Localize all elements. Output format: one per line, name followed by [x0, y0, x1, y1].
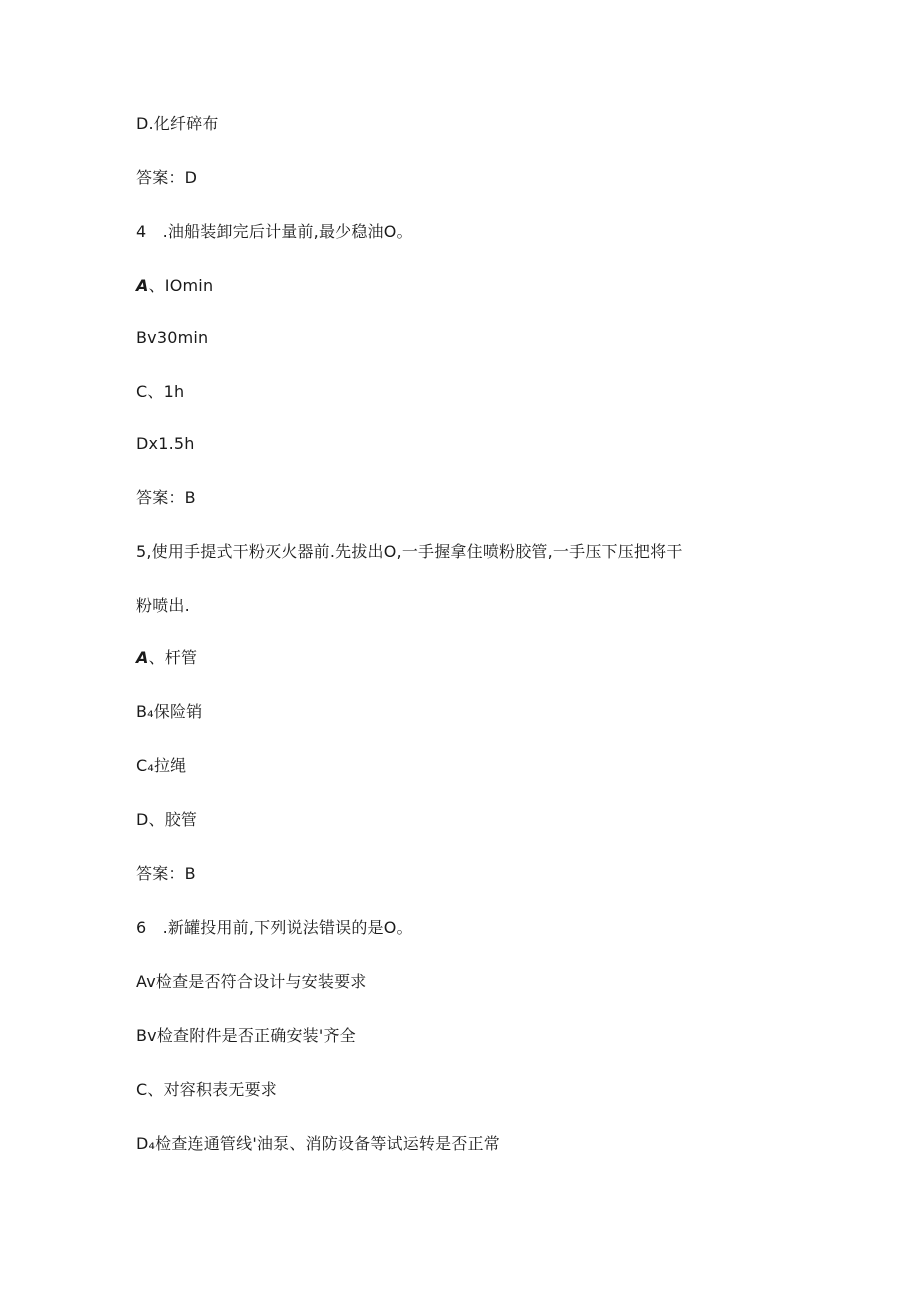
option-a-q4: [136, 276, 213, 296]
option-b-q4: Bv30min: [136, 328, 209, 347]
question-5-line-1: 5,使用手提式干粉灭火器前.先拔出O,一手握拿住喷粉胶管,一手压下压把将干: [136, 542, 683, 561]
option-c-q5: C₄拉绳: [136, 756, 187, 775]
option-d-q3: D.化纤碎布: [136, 114, 219, 133]
option-a-q5-letter: A: [136, 648, 149, 667]
option-d-q4: Dx1.5h: [136, 434, 195, 453]
option-d-q6: D₄检查连通管线'油泵、消防设备等试运转是否正常: [136, 1134, 500, 1153]
option-a-q4-text: 、IOmin: [148, 276, 214, 295]
question-4: 4 .油船装卸完后计量前,最少稳油O。: [136, 222, 413, 241]
option-d-q5: D、胶管: [136, 810, 198, 829]
question-5-line-2: 粉喷出.: [136, 596, 190, 615]
answer-q5: 答案：B: [136, 864, 196, 883]
option-a-q4-letter: A: [136, 276, 149, 295]
option-b-q5: B₄保险销: [136, 702, 203, 721]
answer-q3: 答案：D: [136, 168, 198, 187]
option-c-q4: C、1h: [136, 382, 185, 401]
option-a-q6: Av检查是否符合设计与安装要求: [136, 972, 367, 991]
option-a-q5-text: 、杆管: [148, 648, 198, 667]
answer-q4: 答案：B: [136, 488, 196, 507]
option-c-q6: C、对容积表无要求: [136, 1080, 277, 1099]
option-b-q6: Bv检查附件是否正确安装'齐全: [136, 1026, 356, 1045]
option-a-q5: [136, 648, 197, 668]
question-6: 6 .新罐投用前,下列说法错误的是O。: [136, 918, 413, 937]
